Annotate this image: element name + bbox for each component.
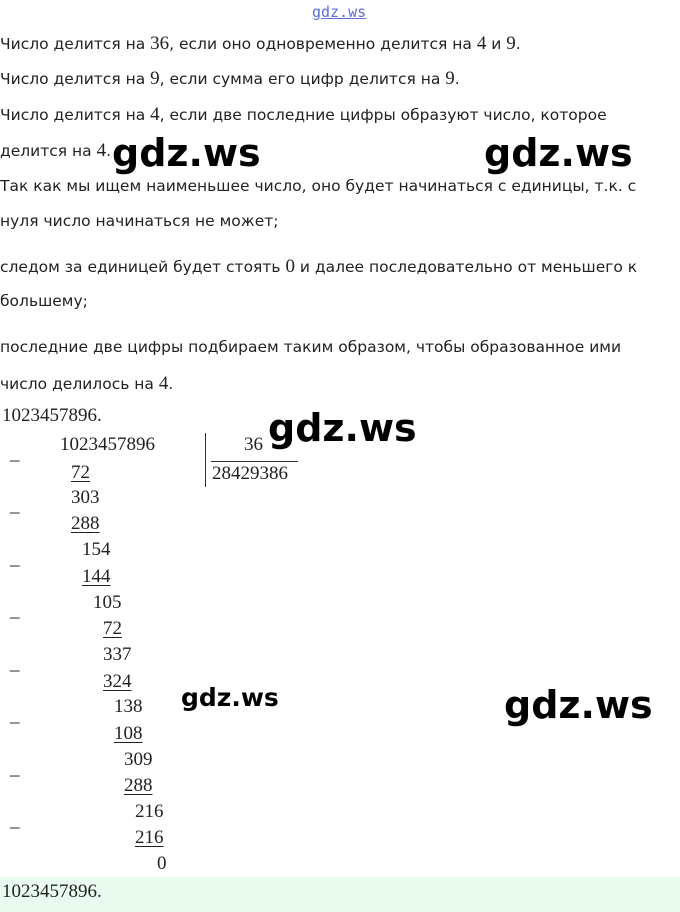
minus-sign: _ — [10, 548, 20, 569]
answer-value: 1023457896. — [2, 881, 102, 902]
division-divisor: 36 — [244, 434, 263, 455]
division-step: 309 — [124, 749, 153, 770]
division-step: 288 — [71, 513, 100, 534]
division-quotient-bar — [211, 461, 298, 462]
rule-36-line: Число делится на 36, если оно одновременно делится на 4 и 9. — [0, 33, 521, 54]
minus-sign: _ — [10, 443, 20, 464]
division-step: 72 — [103, 618, 122, 639]
division-vertical-bar — [205, 433, 206, 487]
division-step: 108 — [114, 723, 143, 744]
division-step: 337 — [103, 644, 132, 665]
reasoning-line-1: Так как мы ищем наименьшее число, оно будет начинаться с единицы, т.к. с — [0, 177, 637, 195]
division-step: 303 — [71, 487, 100, 508]
division-step: 144 — [82, 566, 111, 587]
minus-sign: _ — [10, 810, 20, 831]
division-remainder: 0 — [157, 853, 167, 874]
division-step: 138 — [114, 696, 143, 717]
answer-highlight — [0, 877, 680, 912]
site-mark[interactable]: gdz.ws — [312, 3, 367, 21]
division-step: 324 — [103, 671, 132, 692]
division-dividend: 1023457896 — [60, 434, 155, 455]
watermark: gdz.ws — [504, 683, 653, 727]
number-line: 1023457896. — [2, 405, 102, 426]
division-step: 72 — [71, 462, 90, 483]
rule-9-line: Число делится на 9, если сумма его цифр делится на 9. — [0, 68, 460, 89]
watermark: gdz.ws — [181, 683, 279, 712]
division-step: 154 — [82, 539, 111, 560]
reasoning-line-4: большему; — [0, 292, 88, 310]
minus-sign: _ — [10, 600, 20, 621]
rule-4-line: Число делится на 4, если две последние цифры образуют число, которое — [0, 104, 607, 125]
division-step: 216 — [135, 801, 164, 822]
watermark: gdz.ws — [484, 131, 633, 175]
division-step: 288 — [124, 775, 153, 796]
reasoning-line-6: число делилось на 4. — [0, 373, 174, 394]
watermark: gdz.ws — [268, 406, 417, 450]
reasoning-line-5: последние две цифры подбираем таким образом, чтобы образованное ими — [0, 338, 622, 356]
minus-sign: _ — [10, 653, 20, 674]
division-step: 105 — [93, 592, 122, 613]
reasoning-line-3: следом за единицей будет стоять 0 и далее последовательно от меньшего к — [0, 256, 638, 277]
division-quotient: 28429386 — [212, 463, 288, 484]
watermark: gdz.ws — [112, 131, 261, 175]
rule-4-line-cont: делится на 4. — [0, 140, 112, 161]
minus-sign: _ — [10, 495, 20, 516]
reasoning-line-2: нуля число начинаться не может; — [0, 212, 279, 230]
minus-sign: _ — [10, 705, 20, 726]
minus-sign: _ — [10, 758, 20, 779]
division-step: 216 — [135, 827, 164, 848]
